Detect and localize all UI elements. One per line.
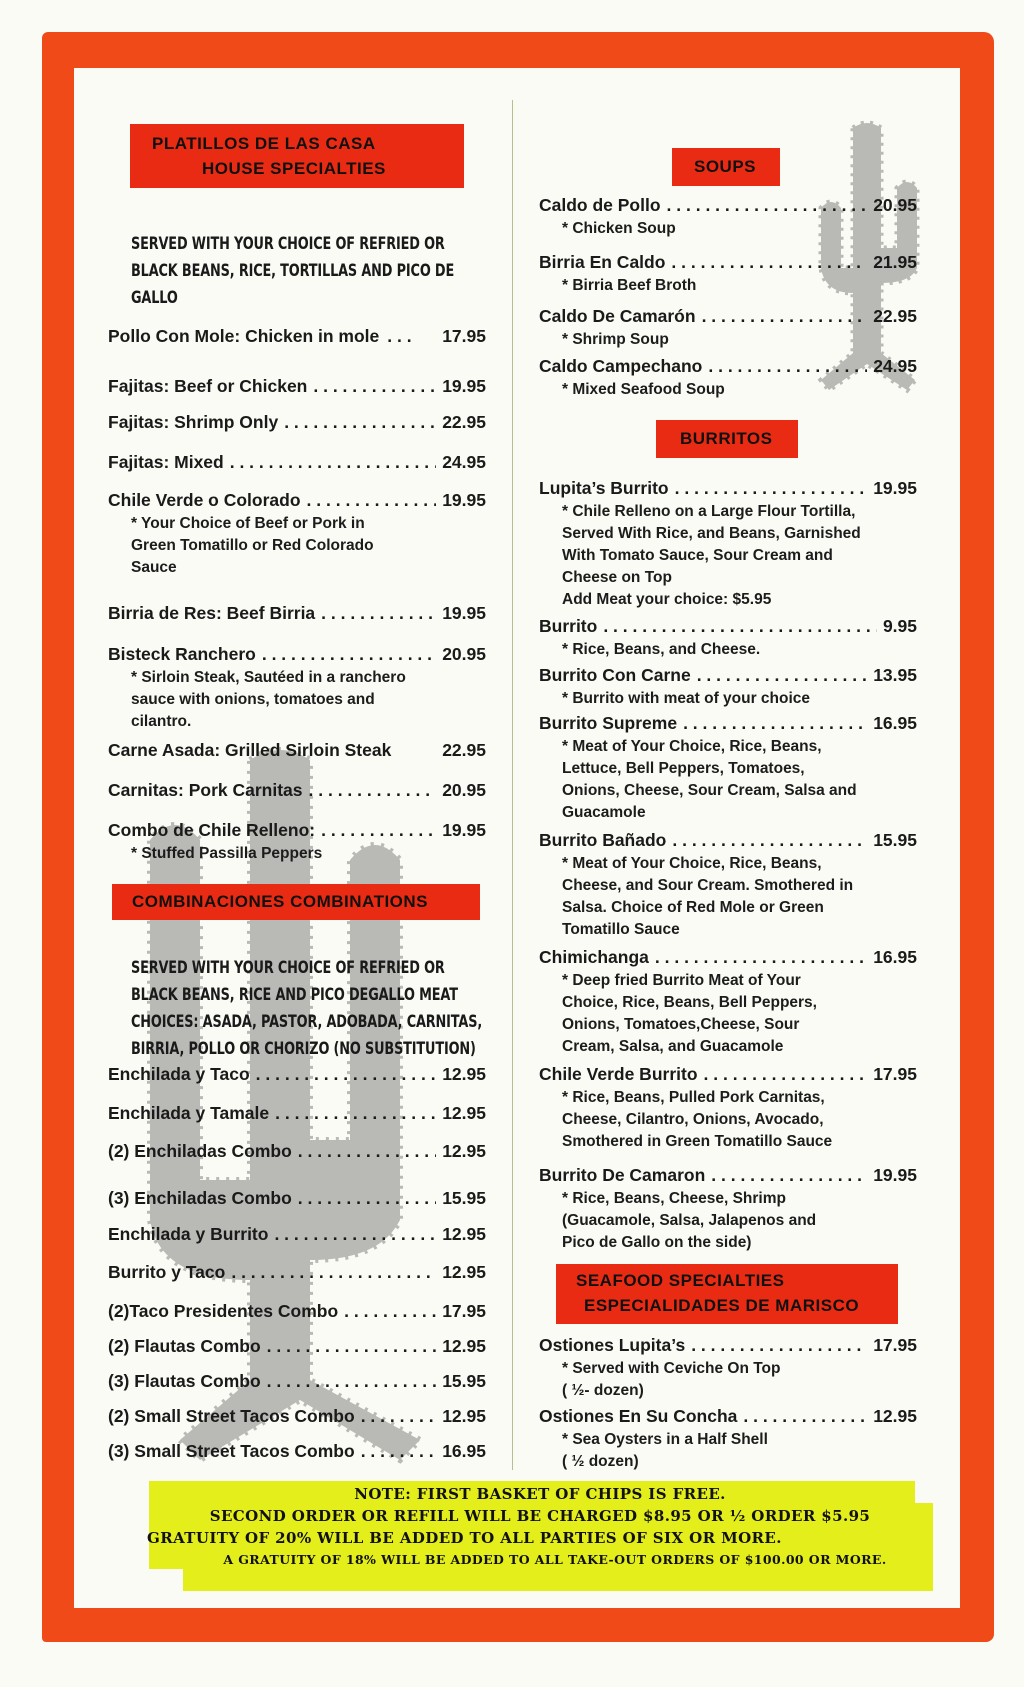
item-short-dots: . . . (387, 326, 412, 346)
item-price: 12.95 (442, 1064, 486, 1084)
menu-item (108, 1371, 486, 1392)
house-banner-line2: HOUSE SPECIALTIES (202, 159, 386, 178)
item-name: Burrito y Taco (108, 1262, 226, 1282)
menu-item (108, 376, 486, 397)
menu-item (108, 740, 486, 761)
item-price: 20.95 (442, 644, 486, 664)
item-description: * Sirloin Steak, Sautéed in a ranchero sauce with onions, tomatoes and cilantro. (131, 669, 406, 730)
menu-item (539, 306, 917, 351)
item-price: 19.95 (442, 490, 486, 510)
footer-line-3: GRATUITY OF 20% WILL BE ADDED TO ALL PARTIES OF SIX OR MORE. (147, 1529, 782, 1547)
item-name: Chile Verde o Colorado (108, 490, 301, 510)
menu-item (108, 490, 486, 579)
menu-item (108, 1406, 486, 1427)
menu-item (539, 1406, 917, 1473)
item-description: * Burrito with meat of your choice (562, 690, 811, 707)
item-price: 19.95 (442, 820, 486, 840)
menu-item (539, 1335, 917, 1402)
menu-item (539, 356, 917, 401)
item-price: 17.95 (873, 1335, 917, 1355)
item-name: Caldo Campechano (539, 356, 703, 376)
item-price: 12.95 (442, 1224, 486, 1244)
item-price: 15.95 (442, 1371, 486, 1391)
item-description: * Meat of Your Choice, Rice, Beans, Cheese, and Sour Cream. Smothered in Salsa. Choice of Red Mole or Green Tomatillo Sauce (562, 855, 854, 938)
item-description: * Chicken Soup (562, 220, 676, 237)
item-name: (3) Flautas Combo (108, 1371, 261, 1391)
item-name: Fajitas: Mixed (108, 452, 224, 472)
item-price: 17.95 (442, 326, 486, 346)
item-name: (3) Enchiladas Combo (108, 1188, 292, 1208)
item-name: Lupita’s Burrito (539, 478, 669, 498)
combos-note-line: BIRRIA, POLLO OR CHORIZO (NO SUBSTITUTION) (131, 1039, 476, 1058)
combos-note-line: BLACK BEANS, RICE AND PICO DEGALLO MEAT (131, 985, 458, 1004)
item-price: 15.95 (873, 830, 917, 850)
menu-item (108, 603, 486, 624)
item-name: (2) Enchiladas Combo (108, 1141, 292, 1161)
item-name: Fajitas: Beef or Chicken (108, 376, 308, 396)
item-description: * Meat of Your Choice, Rice, Beans, Lettuce, Bell Peppers, Tomatoes, Onions, Cheese, Sour Cream, Salsa and Guacamole (562, 738, 857, 821)
item-description: * Shrimp Soup (562, 331, 669, 348)
burritos-banner-label: BURRITOS (680, 429, 773, 448)
item-price: 12.95 (442, 1262, 486, 1282)
item-description: * Rice, Beans, and Cheese. (562, 641, 761, 658)
combinations-banner-label: COMBINACIONES COMBINATIONS (132, 892, 429, 911)
item-price: 19.95 (442, 376, 486, 396)
item-name: (2) Small Street Tacos Combo (108, 1406, 355, 1426)
item-extra: ( ½ dozen) (562, 1453, 639, 1470)
menu-item (539, 713, 917, 824)
item-price: 22.95 (873, 306, 917, 326)
item-name: Carnitas: Pork Carnitas (108, 780, 303, 800)
seafood-banner-line2: ESPECIALIDADES DE MARISCO (584, 1296, 860, 1315)
item-name: Combo de Chile Relleno: (108, 820, 316, 840)
combos-note-line: CHOICES: ASADA, PASTOR, ADOBADA, CARNITAS, (131, 1012, 483, 1031)
item-description: * Served with Ceviche On Top (562, 1360, 781, 1377)
menu-item (539, 1064, 917, 1153)
item-name: Caldo de Pollo (539, 195, 661, 215)
item-description: * Chile Relleno on a Large Flour Tortilla, Served With Rice, and Beans, Garnished With Tomato Sauce, Sour Cream and Cheese on Top (562, 503, 861, 586)
menu-item (108, 1064, 486, 1085)
item-name: (2)Taco Presidentes Combo (108, 1301, 339, 1321)
menu-item (108, 780, 486, 801)
soups-banner-label: SOUPS (694, 157, 757, 176)
item-name: Burrito Supreme (539, 713, 678, 733)
menu-item (539, 478, 917, 611)
menu-item (108, 326, 486, 347)
menu-item (108, 1301, 486, 1322)
item-price: 19.95 (442, 603, 486, 623)
item-price: 16.95 (873, 947, 917, 967)
item-price: 17.95 (873, 1064, 917, 1084)
item-price: 22.95 (442, 412, 486, 432)
item-price: 9.95 (882, 616, 917, 636)
item-description: * Mixed Seafood Soup (562, 381, 725, 398)
seafood-banner-line1: SEAFOOD SPECIALTIES (576, 1271, 785, 1290)
item-name: Bisteck Ranchero (108, 644, 256, 664)
menu-item (108, 1224, 486, 1245)
menu-item (539, 616, 917, 661)
item-price: 19.95 (873, 1165, 917, 1185)
house-specialties-banner (132, 126, 462, 186)
item-price: 16.95 (873, 713, 917, 733)
menu-item (108, 644, 486, 733)
menu-item (108, 1141, 486, 1162)
item-description: * Stuffed Passilla Peppers (131, 845, 323, 862)
item-name: Caldo De Camarón (539, 306, 696, 326)
menu-item (108, 1441, 486, 1462)
item-name: Chile Verde Burrito (539, 1064, 698, 1084)
item-name: Enchilada y Taco (108, 1064, 250, 1084)
item-name: Birria de Res: Beef Birria (108, 603, 316, 623)
menu-item (539, 947, 917, 1058)
burritos-banner (658, 422, 796, 456)
house-note-line: GALLO (131, 288, 178, 307)
item-price: 21.95 (873, 252, 917, 272)
footer-line-2: SECOND ORDER OR REFILL WILL BE CHARGED $8.95 OR ½ ORDER $5.95 (209, 1507, 871, 1525)
menu-item (539, 1165, 917, 1254)
menu-item (539, 830, 917, 941)
menu-item (108, 1262, 486, 1283)
house-note (131, 230, 545, 311)
item-name: Birria En Caldo (539, 252, 666, 272)
combos-note-line: SERVED WITH YOUR CHOICE OF REFRIED OR (131, 958, 445, 977)
menu-item (539, 665, 917, 710)
item-extra: Add Meat your choice: $5.95 (562, 591, 772, 608)
menu-item (108, 412, 486, 433)
soups-banner (674, 150, 778, 184)
item-name: (2) Flautas Combo (108, 1336, 261, 1356)
house-banner-line1: PLATILLOS DE LAS CASA (152, 134, 376, 153)
item-price: 12.95 (442, 1141, 486, 1161)
item-price: 24.95 (442, 452, 486, 472)
item-description: * Deep fried Burrito Meat of Your Choice, Rice, Beans, Bell Peppers, Onions, Tomatoes,Cheese, Sour Cream, Salsa, and Guacamole (562, 972, 817, 1055)
item-description: * Sea Oysters in a Half Shell (562, 1431, 768, 1448)
item-name: Fajitas: Shrimp Only (108, 412, 279, 432)
item-price: 15.95 (442, 1188, 486, 1208)
menu-item (539, 252, 917, 297)
item-name: Burrito Bañado (539, 830, 667, 850)
footer-note-highlight (147, 1481, 915, 1569)
item-description: * Rice, Beans, Cheese, Shrimp (Guacamole, Salsa, Jalapenos and Pico de Gallo on the side) (562, 1190, 817, 1251)
combos-note (131, 954, 581, 1062)
menu-item (108, 452, 486, 473)
item-price: 20.95 (442, 780, 486, 800)
item-name: Carne Asada: Grilled Sirloin Steak (108, 740, 392, 760)
item-name: Ostiones En Su Concha (539, 1406, 738, 1426)
item-description: * Your Choice of Beef or Pork in Green Tomatillo or Red Colorado Sauce (131, 515, 374, 576)
item-price: 19.95 (873, 478, 917, 498)
item-price: 24.95 (873, 356, 917, 376)
item-price: 20.95 (873, 195, 917, 215)
item-name: Enchilada y Burrito (108, 1224, 269, 1244)
menu-item (108, 1103, 486, 1124)
house-note-line: BLACK BEANS, RICE, TORTILLAS AND PICO DE (131, 261, 455, 280)
house-note-line: SERVED WITH YOUR CHOICE OF REFRIED OR (131, 234, 445, 253)
item-price: 12.95 (442, 1336, 486, 1356)
item-name: (3) Small Street Tacos Combo (108, 1441, 355, 1461)
item-price: 12.95 (442, 1103, 486, 1123)
menu-item (108, 1188, 486, 1209)
item-price: 12.95 (873, 1406, 917, 1426)
item-name: Chimichanga (539, 947, 649, 967)
item-description: * Birria Beef Broth (562, 277, 697, 294)
combinations-banner (114, 886, 478, 918)
item-name: Pollo Con Mole: Chicken in mole (108, 326, 380, 346)
footer-line-4: A GRATUITY OF 18% WILL BE ADDED TO ALL TAKE-OUT ORDERS OF $100.00 OR MORE. (223, 1552, 887, 1567)
menu-item (108, 1336, 486, 1357)
item-price: 22.95 (442, 740, 486, 760)
seafood-banner (558, 1266, 896, 1322)
item-price: 16.95 (442, 1441, 486, 1461)
item-name: Burrito (539, 616, 598, 636)
menu-item (539, 195, 917, 240)
item-extra: ( ½- dozen) (562, 1382, 644, 1399)
item-name: Enchilada y Tamale (108, 1103, 270, 1123)
item-description: * Rice, Beans, Pulled Pork Carnitas, Cheese, Cilantro, Onions, Avocado, Smothered in Green Tomatillo Sauce (562, 1089, 833, 1150)
item-name: Ostiones Lupita’s (539, 1335, 686, 1355)
item-price: 17.95 (442, 1301, 486, 1321)
item-price: 13.95 (873, 665, 917, 685)
item-price: 12.95 (442, 1406, 486, 1426)
item-name: Burrito De Camaron (539, 1165, 706, 1185)
footer-line-1: NOTE: FIRST BASKET OF CHIPS IS FREE. (354, 1485, 726, 1503)
menu-item (108, 820, 486, 865)
item-name: Burrito Con Carne (539, 665, 691, 685)
